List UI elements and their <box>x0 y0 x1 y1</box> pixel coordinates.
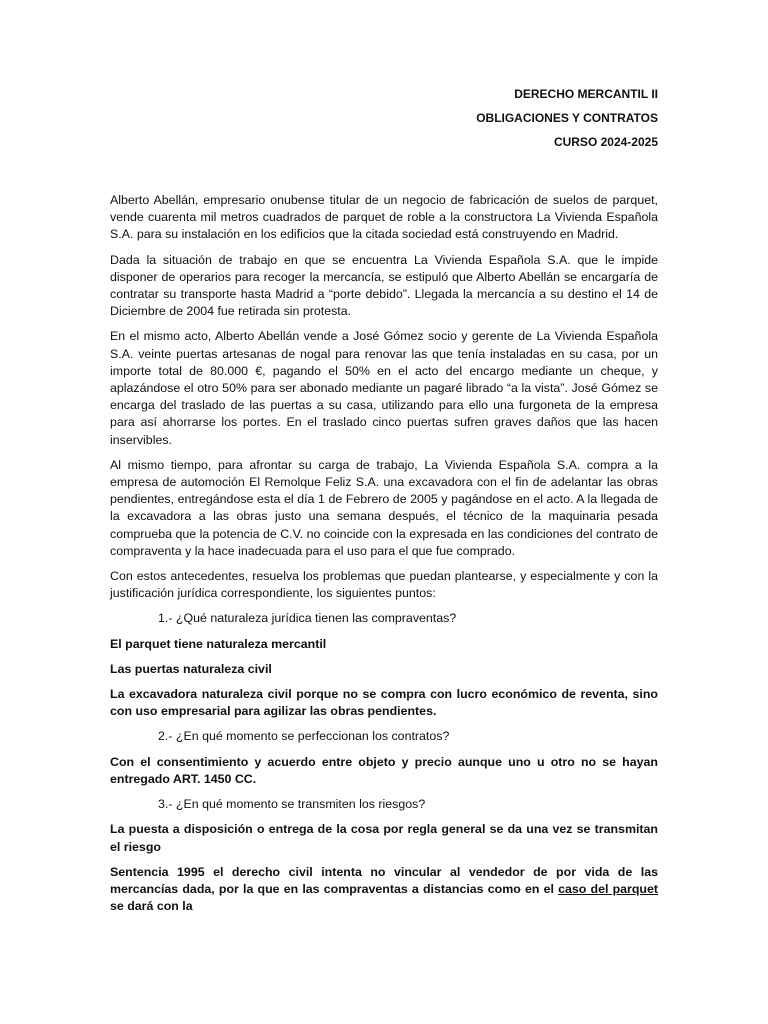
answer-3: La puesta a disposición o entrega de la cosa por regla general se da una vez se transmitan el riesgo <box>110 822 658 854</box>
answer-1-parquet: El parquet tiene naturaleza mercantil <box>110 636 327 651</box>
sentencia-underlined-text: caso del parquet <box>558 881 659 896</box>
sentencia-text-end: se dará con la <box>110 899 193 914</box>
case-paragraph-4: Al mismo tiempo, para afrontar su carga de trabajo, La Vivienda Española S.A. compra a la empresa de automoción El Remolque Feliz S.A. una excavadora con el fin de adelantar las obras pendientes, entregándose esta el día 1 de Febrero de 2005 y pagándose en el acto. A la llegada de la excavadora a las obras justo una semana después, el técnico de la maquinaria pesada comprueba que la potencia de C.V. no coincide con la expresada en las condiciones del contrato de compraventa y la hace inadecuada para el uso para el que fue comprado. <box>110 457 658 558</box>
sentencia-text-start: Sentencia 1995 el derecho civil intenta no vincular al vendedor de por vida de las mercancías dada, por la que en las compraventas a distancias como en el <box>110 864 658 896</box>
question-1: 1.- ¿Qué naturaleza jurídica tienen las compraventas? <box>158 611 457 626</box>
case-paragraph-1: Alberto Abellán, empresario onubense titular de un negocio de fabricación de suelos de parquet, vende cuarenta mil metros cuadrados de parquet de roble a la constructora La Vivienda Española S.A. para su instalación en los edificios que la citada sociedad está construyendo en Madrid. <box>110 193 658 242</box>
case-paragraph-2: Dada la situación de trabajo en que se encuentra La Vivienda Española S.A. que le impide disponer de operarios para recoger la mercancía, se estipuló que Alberto Abellán se encargaría de contratar su transporte hasta Madrid a “porte debido”. Llegada la mercancía a su destino el 14 de Diciembre de 2004 fue retirada sin protesta. <box>110 252 658 319</box>
case-paragraph-5: Con estos antecedentes, resuelva los problemas que puedan plantearse, y especialmente y con la justificación jurídica correspondiente, los siguientes puntos: <box>110 569 658 601</box>
answer-1-puertas: Las puertas naturaleza civil <box>110 661 272 676</box>
document-body <box>110 192 658 923</box>
case-paragraph-3: En el mismo acto, Alberto Abellán vende a José Gómez socio y gerente de La Vivienda Española S.A. veinte puertas artesanas de nogal para renovar las que tenía instaladas en su casa, por un importe total de 80.000 €, pagando el 50% en el acto del encargo mediante un cheque, y aplazándose el otro 50% para ser abonado mediante un pagaré librado “a la vista”. José Gómez se encarga del traslado de las puertas a su casa, utilizando para ello una furgoneta de la empresa para así ahorrarse los portes. En el traslado cinco puertas sufren graves daños que las hacen inservibles. <box>110 329 658 447</box>
topic-title: OBLIGACIONES Y CONTRATOS <box>476 111 658 125</box>
answer-1-excavadora: La excavadora naturaleza civil porque no se compra con lucro económico de reventa, sino con uso empresarial para agilizar las obras pendientes. <box>110 687 658 719</box>
document-header <box>476 86 658 150</box>
course-title: CURSO 2024-2025 <box>553 135 658 149</box>
subject-title: DERECHO MERCANTIL II <box>514 87 658 101</box>
answer-3-sentencia <box>110 864 658 916</box>
question-3: 3.- ¿En qué momento se transmiten los riesgos? <box>158 797 426 812</box>
answer-2: Con el consentimiento y acuerdo entre objeto y precio aunque uno u otro no se hayan entregado ART. 1450 CC. <box>110 754 658 786</box>
question-2: 2.- ¿En qué momento se perfeccionan los contratos? <box>158 729 450 744</box>
